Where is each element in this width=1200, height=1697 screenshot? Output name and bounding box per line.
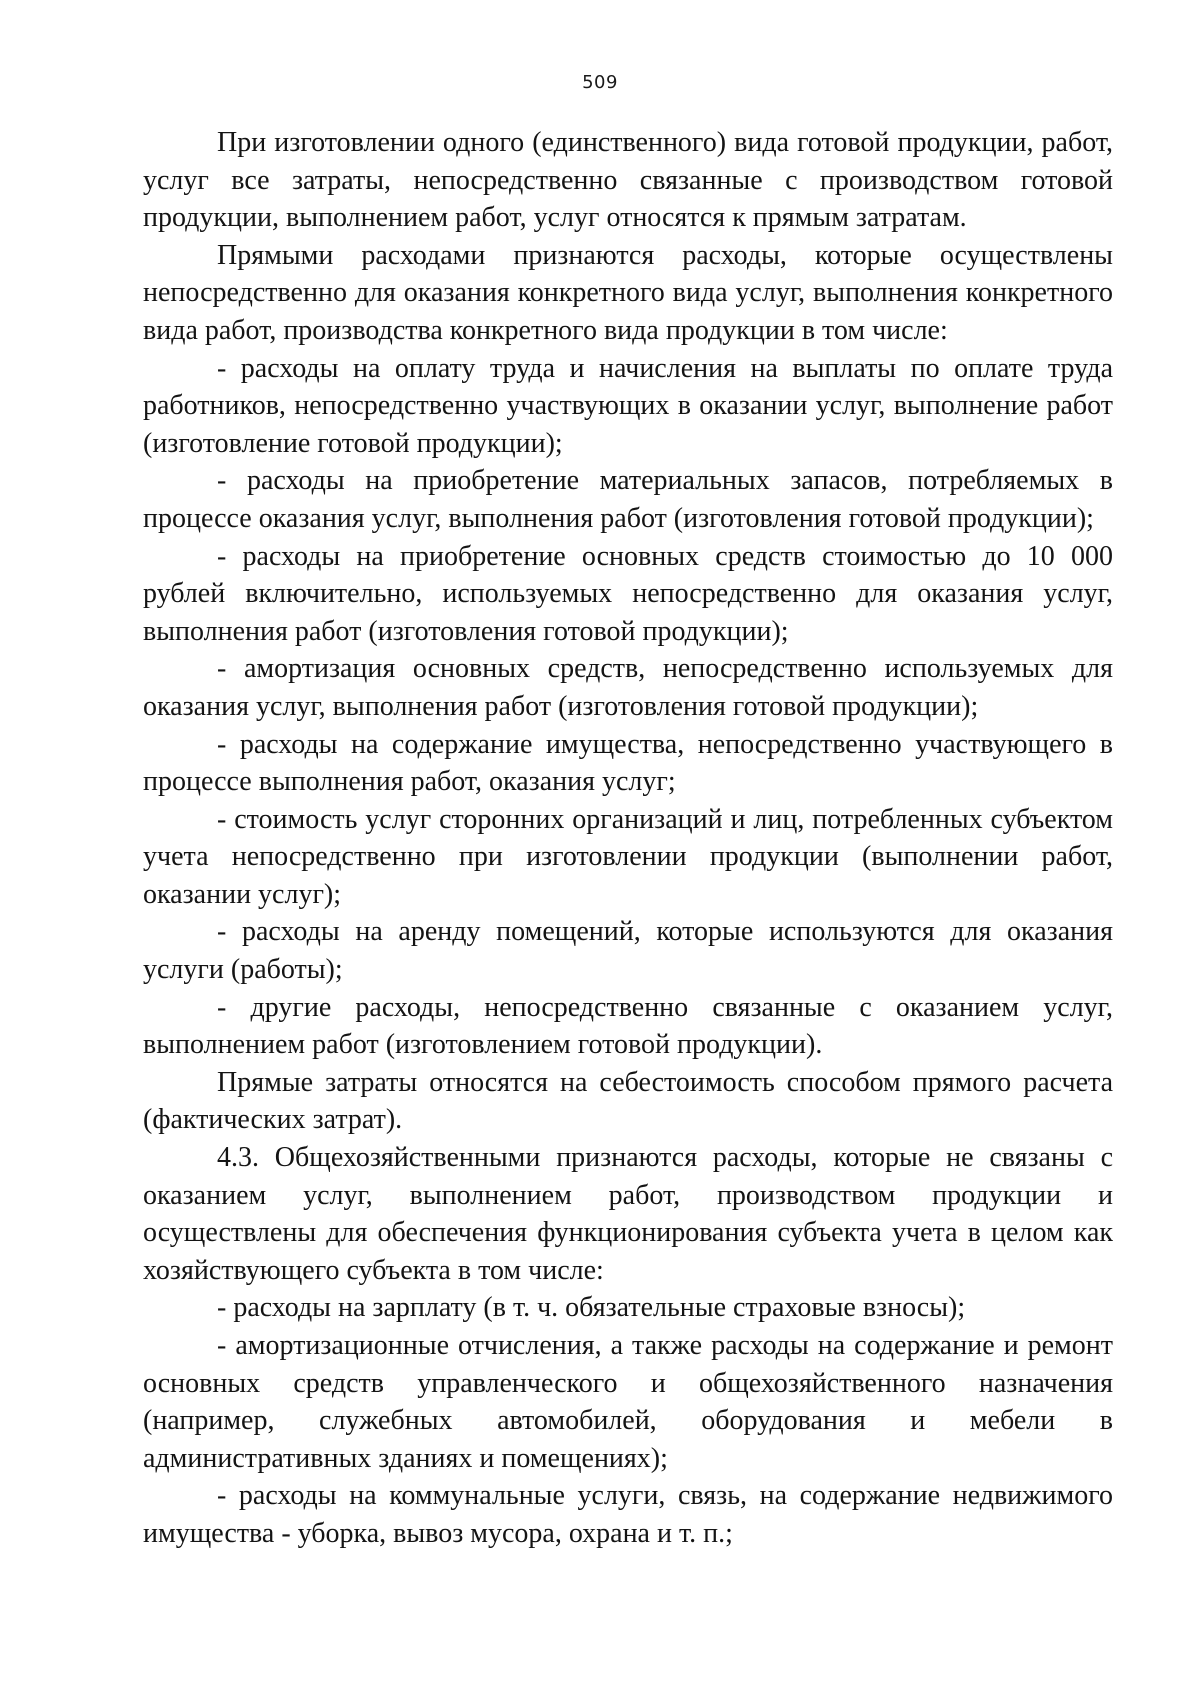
paragraph-direct-costs-single-product: При изготовлении одного (единственного) вида готовой продукции, работ, услуг все затраты, непосредственно связанные с производством готовой продукции, выполнением работ, услуг относятся к прямым затратам. <box>143 127 1113 234</box>
list-item-utilities: - расходы на коммунальные услуги, связь, на содержание недвижимого имущества - уборка, вывоз мусора, охрана и т. п.; <box>143 1480 1113 1549</box>
paragraph-overhead-definition: 4.3. Общехозяйственными признаются расходы, которые не связаны с оказанием услуг, выполнением работ, производством продукции и осуществлены для обеспечения функционирования субъекта учета в целом как хозяйствующего субъекта в том числе: <box>143 1142 1113 1286</box>
list-item-depreciation: - амортизация основных средств, непосредственно используемых для оказания услуг, выполнения работ (изготовления готовой продукции); <box>143 653 1113 722</box>
list-item-depreciation-overhead: - амортизационные отчисления, а также расходы на содержание и ремонт основных средств управленческого и общехозяйственного назначения (например, служебных автомобилей, оборудования и мебели в административных зданиях и помещениях); <box>143 1330 1113 1474</box>
list-item-third-party-services: - стоимость услуг сторонних организаций и лиц, потребленных субъектом учета непосредственно при изготовлении продукции (выполнении работ, оказании услуг); <box>143 803 1113 910</box>
list-item-property-maintenance: - расходы на содержание имущества, непосредственно участвующего в процессе выполнения работ, оказания услуг; <box>143 728 1113 798</box>
list-item-other-direct-costs: - другие расходы, непосредственно связанные с оказанием услуг, выполнением работ (изготовлением готовой продукции). <box>143 991 1113 1061</box>
document-body <box>143 124 1113 1553</box>
list-item-premises-rent: - расходы на аренду помещений, которые используются для оказания услуги (работы); <box>143 916 1113 986</box>
list-item-fixed-assets-purchase: - расходы на приобретение основных средств стоимостью до 10 000 рублей включительно, используемых непосредственно для оказания услуг, выполнения работ (изготовления готовой продукции); <box>143 540 1113 647</box>
list-item-salary-costs: - расходы на зарплату (в т. ч. обязательные страховые взносы); <box>217 1292 966 1324</box>
paragraph-direct-expenses-definition: Прямыми расходами признаются расходы, которые осуществлены непосредственно для оказания конкретного вида услуг, выполнения конкретного вида работ, производства конкретного вида продукции в том числе: <box>143 239 1113 346</box>
page-number: 509 <box>582 72 618 93</box>
paragraph-direct-costing-method: Прямые затраты относятся на себестоимость способом прямого расчета (фактических затрат). <box>143 1066 1113 1136</box>
list-item-labor-costs: - расходы на оплату труда и начисления на выплаты по оплате труда работников, непосредственно участвующих в оказании услуг, выполнение работ (изготовление готовой продукции); <box>143 352 1113 459</box>
list-item-material-supplies: - расходы на приобретение материальных запасов, потребляемых в процессе оказания услуг, выполнения работ (изготовления готовой продукции); <box>143 465 1113 534</box>
